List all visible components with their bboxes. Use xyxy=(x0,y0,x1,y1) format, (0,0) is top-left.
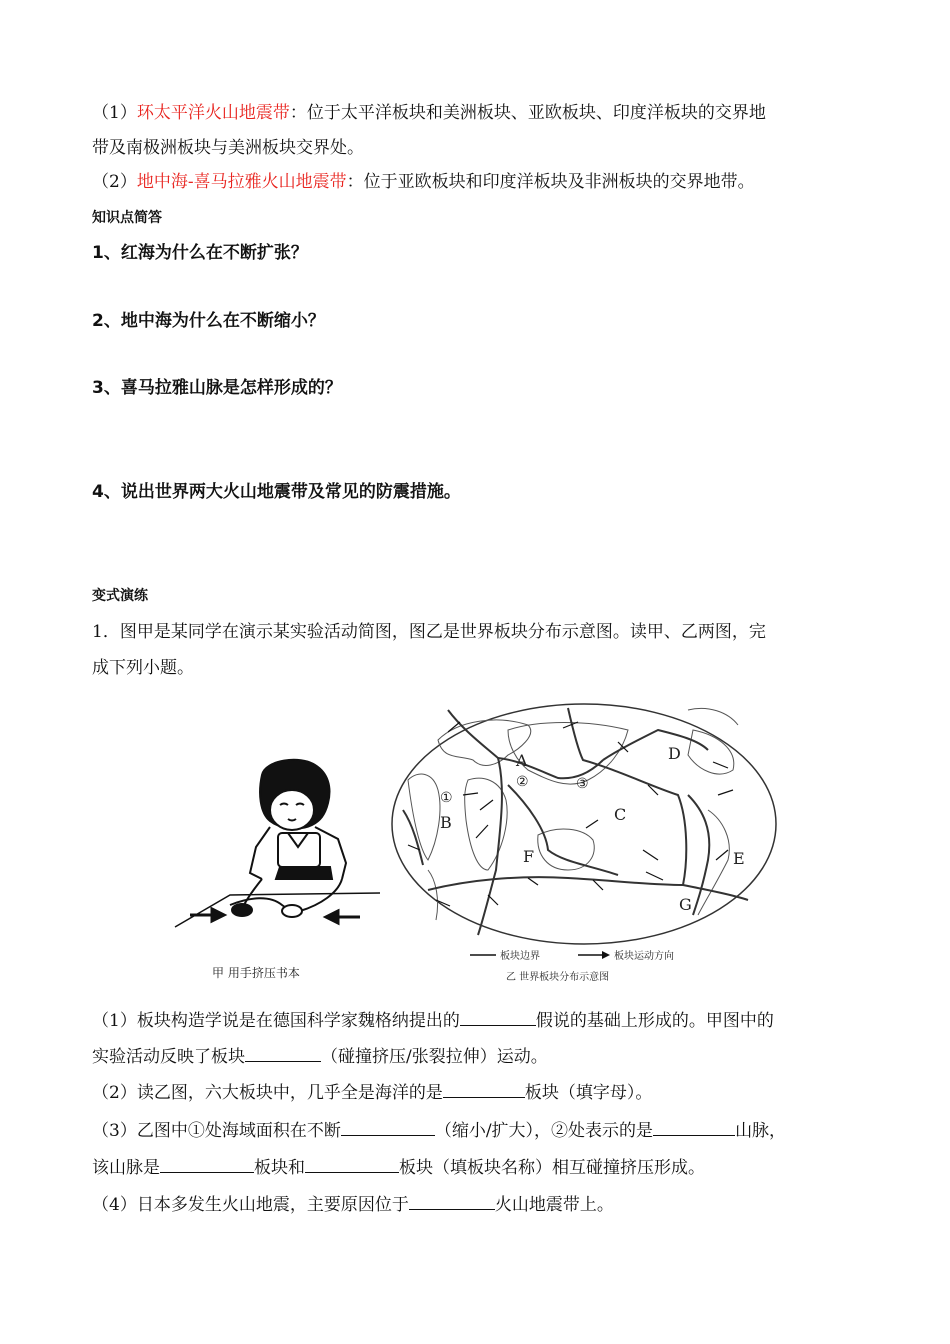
intro-text-3: ：位于亚欧板块和印度洋板块及非洲板块的交界地带。 xyxy=(346,172,755,192)
answer-blank-mountain[interactable] xyxy=(653,1118,735,1136)
legend-boundary-label: 板块边界 xyxy=(500,951,540,962)
question-1-line-1 xyxy=(92,1008,774,1033)
question-4-line xyxy=(92,1192,614,1217)
answer-blank-area-change[interactable] xyxy=(341,1118,435,1136)
legend-boundary-line xyxy=(470,951,496,959)
answer-blank-plate-1[interactable] xyxy=(160,1155,254,1173)
intro-line-1 xyxy=(92,101,766,125)
qa-question-1: 1、红海为什么在不断扩张？ xyxy=(92,243,308,263)
plate-label-a: A xyxy=(516,751,528,770)
world-plate-map xyxy=(388,700,780,948)
question-1-text-c: 实验活动反映了板块 xyxy=(92,1047,245,1067)
question-3-text-a: （3）乙图中①处海域面积在不断 xyxy=(92,1121,341,1141)
answer-blank-ocean-plate[interactable] xyxy=(443,1080,525,1098)
qa-heading: 知识点简答 xyxy=(92,210,162,226)
question-3-text-f: 板块（填板块名称）相互碰撞挤压形成。 xyxy=(399,1158,705,1178)
question-4-text-a: （4）日本多发生火山地震，主要原因位于 xyxy=(92,1195,409,1215)
squeeze-book-illustration xyxy=(170,755,390,930)
question-2-text-b: 板块（填字母）。 xyxy=(524,1083,653,1103)
practice-heading: 变式演练 xyxy=(92,588,148,604)
plate-label-d: D xyxy=(668,744,681,763)
question-3-text-c: 山脉， xyxy=(735,1121,787,1141)
qa-question-4: 4、说出世界两大火山地震带及常见的防震措施。 xyxy=(92,482,461,502)
question-3-text-d: 该山脉是 xyxy=(92,1158,160,1178)
question-3-text-e: 板块和 xyxy=(254,1158,305,1178)
question-2-text-a: （2）读乙图，六大板块中，几乎全是海洋的是 xyxy=(92,1083,443,1103)
question-3-line-2 xyxy=(92,1155,705,1180)
question-1-text-d: （碰撞挤压/张裂拉伸）运动。 xyxy=(321,1047,548,1067)
answer-blank-hypothesis[interactable] xyxy=(460,1008,536,1026)
legend-direction-label: 板块运动方向 xyxy=(614,951,674,962)
qa-question-3: 3、喜马拉雅山脉是怎样形成的？ xyxy=(92,378,342,398)
answer-blank-belt[interactable] xyxy=(409,1192,495,1210)
question-3-line-1 xyxy=(92,1118,786,1143)
legend-arrow-icon xyxy=(578,950,610,960)
qa-question-2: 2、地中海为什么在不断缩小？ xyxy=(92,311,325,331)
intro-line-3 xyxy=(92,170,755,194)
marker-circle-2: ② xyxy=(516,774,529,790)
figure-right-caption: 乙 世界板块分布示意图 xyxy=(506,972,610,983)
question-1-text-a: （1）板块构造学说是在德国科学家魏格纳提出的 xyxy=(92,1011,460,1031)
answer-blank-motion[interactable] xyxy=(245,1044,321,1062)
intro-line-2: 带及南极洲板块与美洲板块交界处。 xyxy=(92,138,364,158)
plate-label-c: C xyxy=(614,805,627,824)
plate-label-g: G xyxy=(679,895,692,914)
marker-circle-1: ① xyxy=(440,790,453,806)
practice-stem-line-2: 成下列小题。 xyxy=(92,658,194,678)
intro-num-2: （2） xyxy=(92,172,137,192)
intro-num-1: （1） xyxy=(92,103,137,123)
practice-stem-line-1: 1．图甲是某同学在演示某实验活动简图，图乙是世界板块分布示意图。读甲、乙两图，完 xyxy=(92,622,766,642)
plate-label-e: E xyxy=(733,849,745,868)
question-4-text-b: 火山地震带上。 xyxy=(494,1195,614,1215)
plate-label-b: B xyxy=(440,813,452,832)
intro-text-1: ：位于太平洋板块和美洲板块、亚欧板块、印度洋板块的交界地 xyxy=(289,103,766,123)
answer-blank-plate-2[interactable] xyxy=(305,1155,399,1173)
question-1-text-b: 假说的基础上形成的。甲图中的 xyxy=(535,1011,774,1031)
marker-circle-3: ③ xyxy=(576,776,589,792)
plate-label-f: F xyxy=(523,847,535,866)
question-2-line xyxy=(92,1080,652,1105)
mediterranean-belt-term: 地中海-喜马拉雅火山地震带 xyxy=(136,172,347,192)
question-3-text-b: （缩小/扩大），②处表示的是 xyxy=(434,1121,654,1141)
pacific-belt-term: 环太平洋火山地震带 xyxy=(136,103,290,123)
question-1-line-2 xyxy=(92,1044,548,1069)
figure-left-caption: 甲 用手挤压书本 xyxy=(212,966,300,980)
